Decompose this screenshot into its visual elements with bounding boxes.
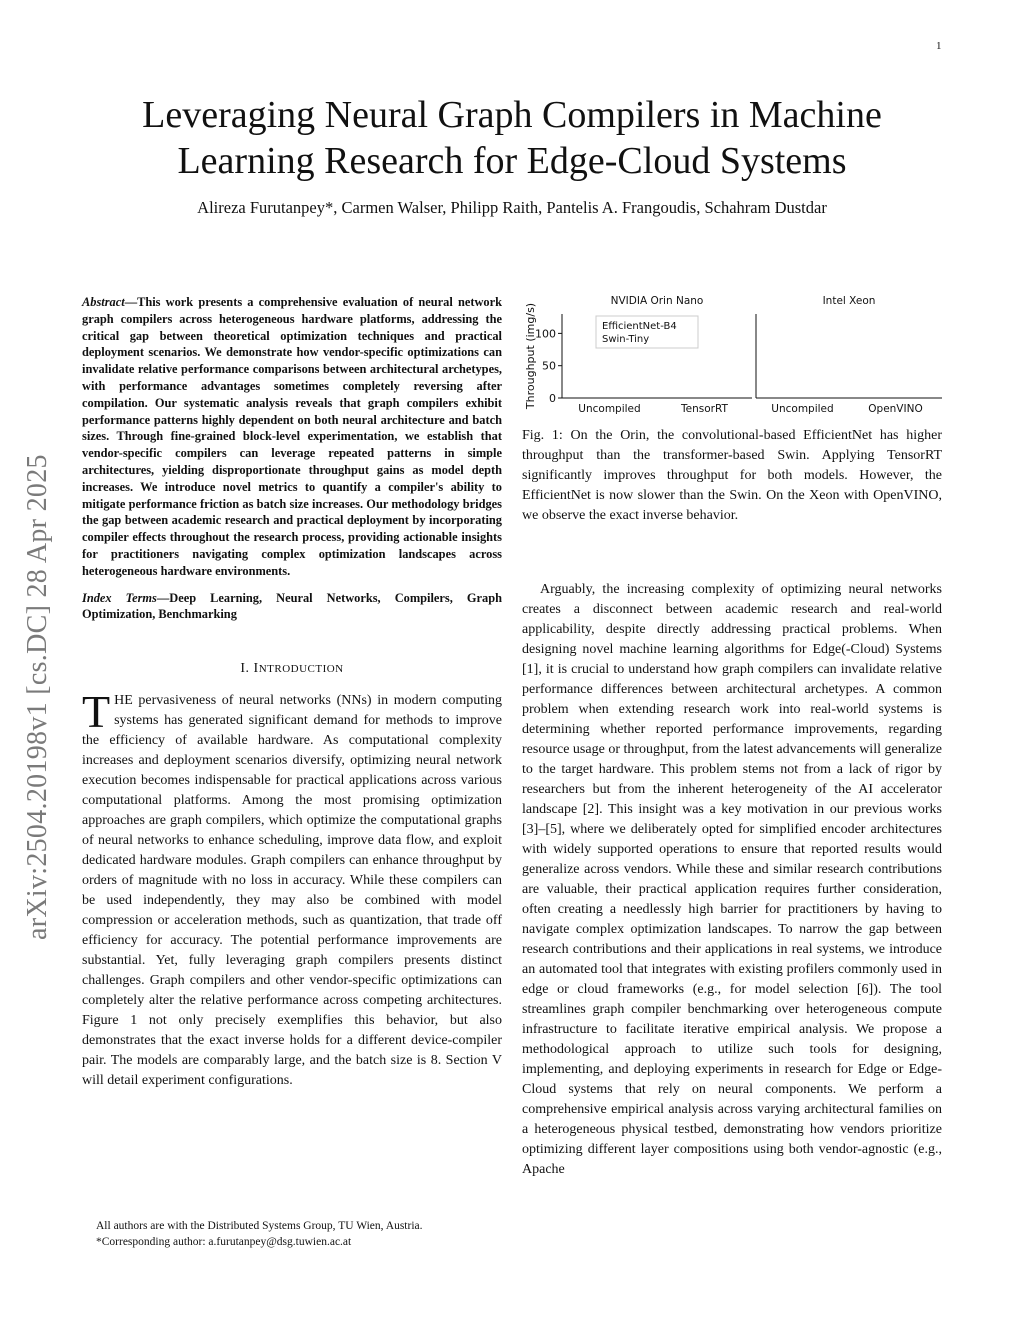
- x-tick-label: TensorRT: [681, 403, 728, 415]
- x-tick-label: Uncompiled: [771, 403, 834, 415]
- arxiv-identifier: arXiv:2504.20198v1 [cs.DC] 28 Apr 2025: [22, 454, 53, 940]
- author-list: Alireza Furutanpey*, Carmen Walser, Philipp Raith, Pantelis A. Frangoudis, Schahram Dustdar: [197, 198, 827, 217]
- section-number: I.: [240, 661, 250, 677]
- y-axis-label: Throughput (img/s): [524, 302, 537, 410]
- index-terms-text: —Deep Learning, Neural Networks, Compilers, Graph Optimization, Benchmarking: [82, 590, 502, 622]
- title-line-2: Learning Research for Edge-Cloud Systems: [177, 140, 847, 182]
- index-terms: [82, 590, 502, 624]
- body-paragraph: Arguably, the increasing complexity of optimizing neural networks creates a disconnect between academic research and real-world applicability, despite directly addressing practical problems. When designing novel machine learning algorithms for Edge(-Cloud) Systems [1], it is crucial to understand how graph compilers can invalidate relative performance differences between architectural archetypes. A common problem when extending research work into real-world systems is determining whether reported performance improvements, regarding resource usage or throughput, from the latest advancements will generalize to the target hardware. This problem stems not from a lack of rigor by researchers but from the inherent heterogeneity of the AI accelerator landscape [2]. This insight was a key motivation in our previous works [3]–[5], where we deliberately opted for simplified encoder architectures with widely supported operations to ensure that reported results would generalize across vendors. While these and similar research contributions are valuable, their practical application requires further consideration, often creating a needlessly high barrier for practitioners by having to navigate complex optimization landscapes. To narrow the gap between research contributions and their applications in real systems, we introduce an automated tool that integrates with existing profilers commonly used in edge or cloud frameworks (e.g., for model selection [6]). The tool streamlines graph compiler benchmarking over heterogeneous compute infrastructure to facilitate iterative empirical analysis. We propose a methodological approach to utilize such tools for designing, implementing, and deploying experiments in research for Edge or Edge-Cloud systems that rely on neural components. We perform a comprehensive empirical analysis across varying architectural families on a heterogeneous physical testbed, demonstrating how vendors prioritize optimizing different layer compositions using both vendor-agnostic (e.g., Apache: [522, 582, 942, 1177]
- panel-title: Intel Xeon: [822, 295, 876, 307]
- right-column: [522, 290, 942, 1180]
- panel-title: NVIDIA Orin Nano: [610, 295, 704, 307]
- legend-entry: EfficientNet-B4: [602, 321, 677, 332]
- index-terms-label: Index Terms: [82, 590, 157, 605]
- y-tick-label: 0: [549, 392, 556, 405]
- x-tick-label: OpenVINO: [868, 403, 923, 415]
- section-heading-introduction: [82, 659, 502, 679]
- intro-first-word: HE: [114, 693, 133, 709]
- drop-cap: T: [82, 686, 111, 738]
- throughput-chart: [522, 290, 942, 420]
- section-title-initial: I: [253, 661, 259, 677]
- footnotes: [82, 1218, 502, 1250]
- abstract-label: Abstract: [82, 295, 125, 309]
- figure-1: [522, 290, 942, 420]
- section-title-rest: NTRODUCTION: [258, 663, 344, 676]
- paper-title: [60, 92, 964, 184]
- abstract-text: —This work presents a comprehensive evaluation of neural network graph compilers across heterogeneous hardware platforms, addressing the critical gap between theoretical optimization techniques and practical deployment scenarios. We demonstrate how vendor-specific optimizations can invalidate relative performance comparisons between architectural archetypes, with performance advantages sometimes completely reversing after compilation. Our systematic analysis reveals that graph compilers exhibit performance patterns highly dependent on both neural architecture and batch sizes. Through fine-grained block-level experimentation, we establish that vendor-specific compilers can leverage repeated patterns in simple architectures, yielding disproportionate throughput gains as model depth increases. We introduce novel metrics to quantify a compiler's ability to mitigate performance friction as batch size increases. Our methodology bridges the gap between academic research and practical deployment by incorporating compiler effects throughout the research process, providing actionable insights for practitioners navigating complex optimization landscapes across heterogeneous hardware environments.: [82, 295, 502, 578]
- y-tick-label: 50: [542, 359, 556, 373]
- left-column: [82, 294, 502, 1091]
- footnote-corresponding-author: *Corresponding author: a.furutanpey@dsg.tuwien.ac.at: [96, 1236, 352, 1248]
- legend-entry: Swin-Tiny: [602, 334, 650, 345]
- abstract: [82, 294, 502, 580]
- x-tick-label: Uncompiled: [578, 403, 641, 415]
- page-number: 1: [936, 40, 942, 52]
- figure-caption: Fig. 1: On the Orin, the convolutional-based EfficientNet has higher throughput than the transformer-based Swin. Applying TensorRT significantly improves throughput for both models. However, the EfficientNet is now slower than the Swin. On the Xeon with OpenVINO, we observe the exact inverse behavior.: [522, 428, 942, 523]
- footnote-affiliation: All authors are with the Distributed Systems Group, TU Wien, Austria.: [96, 1220, 423, 1232]
- introduction-paragraph: [82, 686, 502, 1091]
- intro-text: pervasiveness of neural networks (NNs) in modern computing systems has generated significant demand for methods to improve the efficiency of available hardware. As computational complexity increases and deployment scenarios diversify, optimizing neural network execution becomes indispensable for practical applications across various computational platforms. Among the most promising optimization approaches are graph compilers, which optimize the computational graphs of neural networks to enhance scheduling, improve data flow, and exploit dedicated hardware modules. Graph compilers can enhance throughput by orders of magnitude with no loss in accuracy. While these compilers can be used independently, they may also be combined with model compression or acceleration methods, such as quantization, that trade off efficiency for accuracy. The potential performance improvements are substantial. Yet, fully leveraging graph compilers presents distinct challenges. Graph compilers and other vendor-specific optimizations can completely alter the relative performance across competing architectures. Figure 1 not only precisely exemplifies this behavior, but also demonstrates that the exact inverse holds for a different device-compiler pair. The models are comparably large, and the batch size is 8. Section V will detail experiment configurations.: [82, 693, 502, 1089]
- y-tick-label: 100: [535, 327, 556, 341]
- title-line-1: Leveraging Neural Graph Compilers in Machine: [142, 94, 882, 136]
